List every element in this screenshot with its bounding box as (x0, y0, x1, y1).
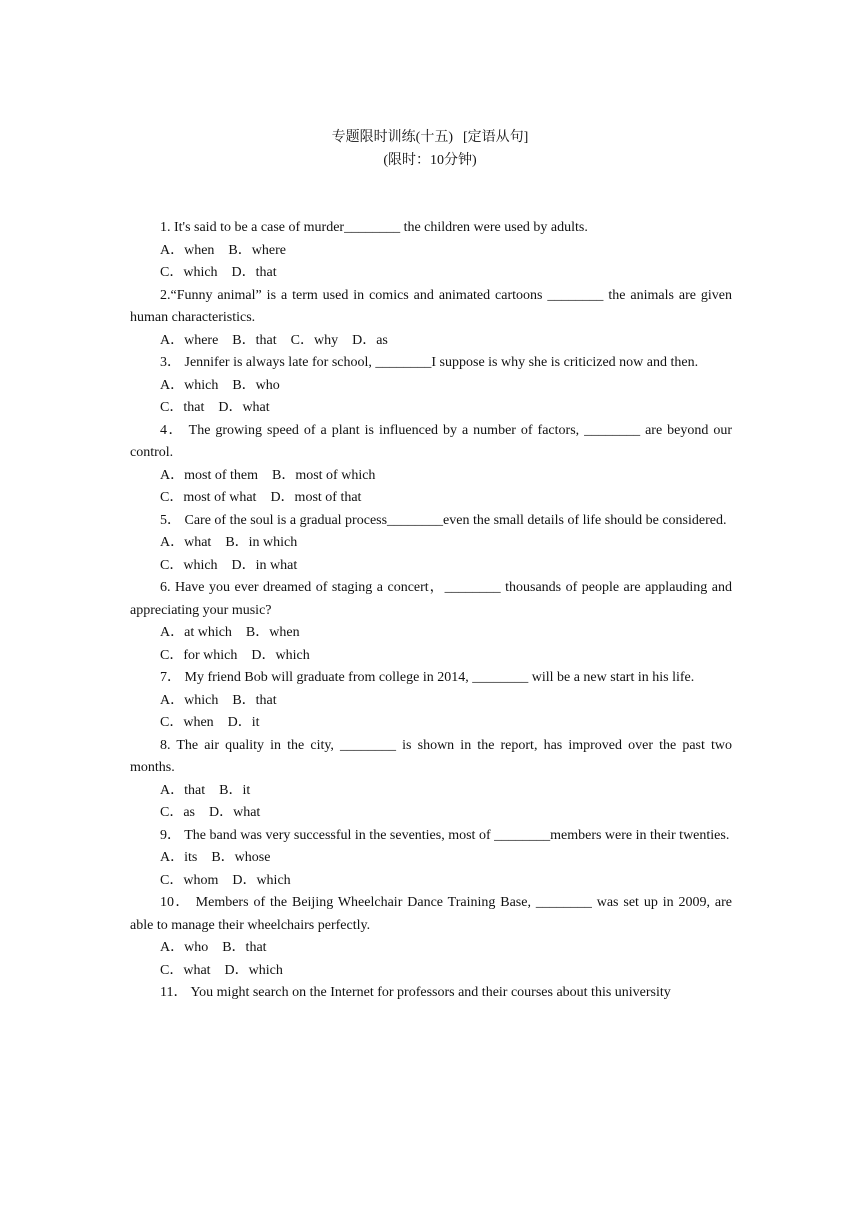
question-options: C．when D．it (160, 715, 260, 730)
question (130, 577, 732, 667)
question-options: A．most of them B．most of which (160, 467, 376, 483)
question-options: C．whom D．which (160, 872, 291, 888)
question-stem: 7． My friend Bob will graduate from college in 2014, ________ will be a new start in his life. (160, 670, 695, 685)
question (130, 735, 732, 825)
question-options: A．that B．it (160, 782, 251, 798)
question-stem: 4． The growing speed of a plant is influenced by a number of factors, ________ are beyond our control. (130, 422, 732, 460)
question-options: A．which B．who (160, 377, 280, 393)
question-stem: 6. Have you ever dreamed of staging a concert，________ thousands of people are applauding and appreciating your music? (130, 580, 732, 618)
question-options: C．most of what D．most of that (160, 490, 362, 505)
question (130, 352, 732, 420)
question (130, 510, 732, 578)
question (130, 285, 732, 353)
question-options: C．as D．what (160, 805, 261, 820)
question-stem: 2.“Funny animal” is a term used in comics and animated cartoons ________ the animals are given human characteristics. (130, 287, 732, 325)
question-options: A．who B．that (160, 940, 267, 955)
question-options: C．for which D．which (160, 647, 310, 663)
time-limit: (限时：10分钟) (383, 153, 477, 168)
title-tag: [定语从句] (463, 130, 529, 145)
question-options: A．which B．that (160, 692, 277, 708)
question (130, 667, 732, 735)
question-options: A．its B．whose (160, 850, 271, 865)
question-options: A．when B．where (160, 242, 286, 258)
question (130, 420, 732, 510)
question-options: C．what D．which (160, 962, 283, 978)
question-options: A．what B．in which (160, 535, 298, 550)
question (130, 892, 732, 982)
title-text: 专题限时训练(十五) (331, 130, 453, 145)
question (130, 217, 732, 285)
question-options: C．that D．what (160, 400, 270, 415)
question-stem: 8. The air quality in the city, ________ is shown in the report, has improved over the past two months. (130, 737, 732, 775)
question-options: A．at which B．when (160, 625, 300, 640)
question-stem: 10． Members of the Beijing Wheelchair Dance Training Base, ________ was set up in 2009, are able to manage their wheelchairs perfectly. (130, 895, 732, 933)
question-options: C．which D．in what (160, 557, 298, 573)
question (130, 825, 732, 893)
question-options: A．where B．that C．why D．as (160, 332, 388, 348)
document-header (0, 127, 860, 172)
question-stem: 1. It's said to be a case of murder________ the children were used by adults. (160, 220, 588, 235)
page-title (0, 127, 860, 149)
question-options: C．which D．that (160, 265, 277, 280)
question-stem: 11． You might search on the Internet for professors and their courses about this university (160, 985, 671, 1000)
question-stem: 3． Jennifer is always late for school, ________I suppose is why she is criticized now and then. (160, 355, 699, 370)
question-stem: 5． Care of the soul is a gradual process________even the small details of life should be considered. (160, 512, 727, 528)
question-list (130, 217, 732, 1005)
question-stem: 9． The band was very successful in the seventies, most of ________members were in their twenties. (160, 827, 730, 843)
question (130, 982, 732, 1005)
